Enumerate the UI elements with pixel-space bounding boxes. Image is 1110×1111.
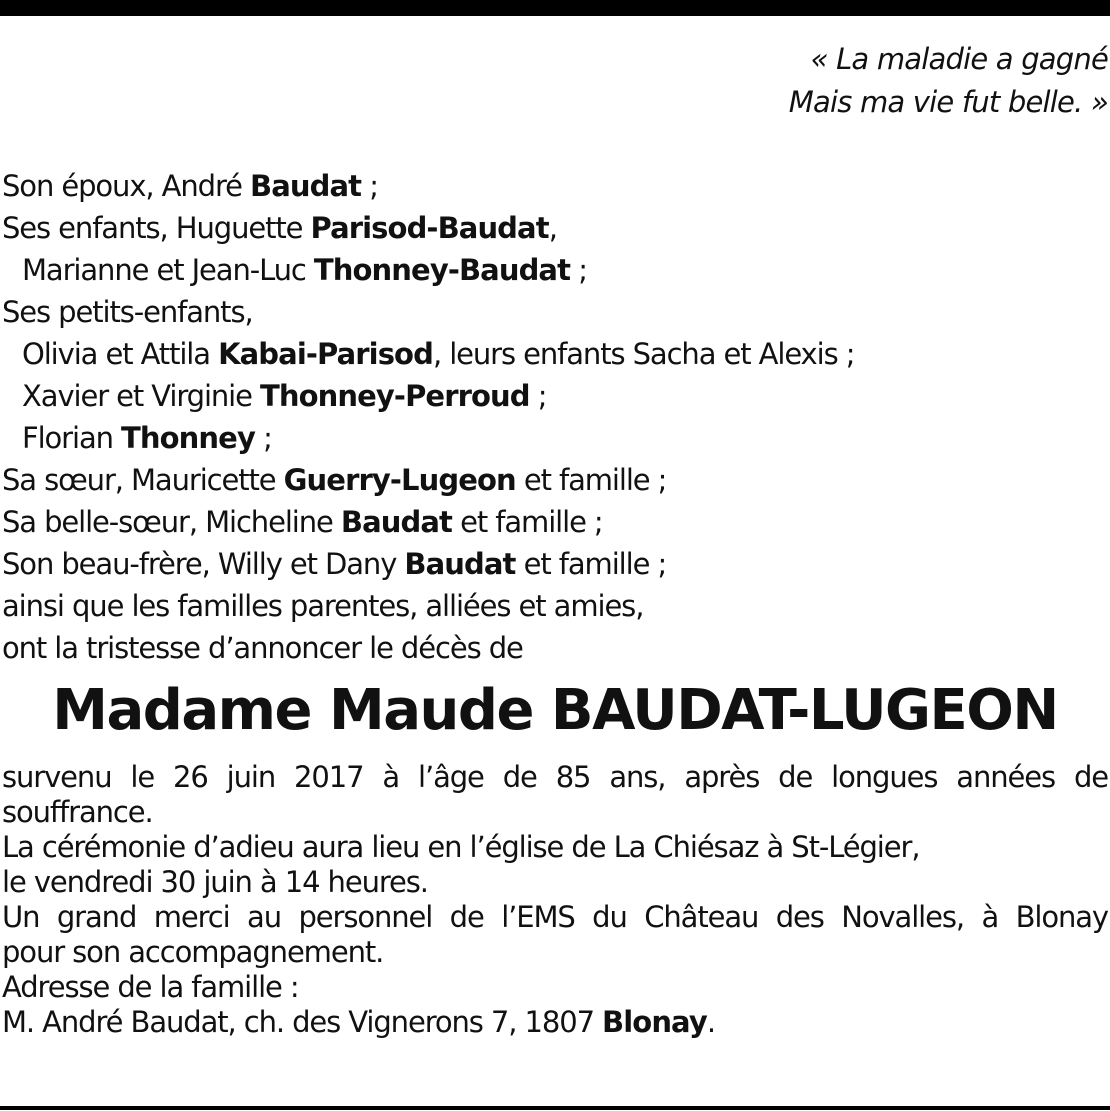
- details-line: souffrance.: [2, 795, 153, 829]
- mourner-line: ainsi que les familles parentes, alliées et amies,: [2, 589, 644, 623]
- family-name: Thonney-Baudat: [313, 253, 571, 287]
- details-line: La cérémonie d’adieu aura lieu en l’église de La Chiésaz à St-Légier,: [2, 830, 920, 864]
- mourner-line: Sa belle-sœur, Micheline Baudat et famille ;: [2, 505, 603, 539]
- details-line: pour son accompagnement.: [2, 935, 384, 969]
- announcement-details: [2, 760, 1108, 1040]
- mourner-line: Ses petits-enfants,: [2, 295, 253, 329]
- bottom-rule: [0, 1106, 1110, 1110]
- mourner-line: ont la tristesse d’annoncer le décès de: [2, 631, 523, 665]
- mourner-line: Marianne et Jean-Luc Thonney-Baudat ;: [22, 253, 587, 287]
- details-line: survenu le 26 juin 2017 à l’âge de 85 ans, après de longues années de: [2, 760, 1108, 794]
- epigraph-quote: [789, 38, 1108, 124]
- mourner-line: Son époux, André Baudat ;: [2, 169, 378, 203]
- details-line: Un grand merci au personnel de l’EMS du Château des Novalles, à Blonay: [2, 900, 1108, 934]
- mourner-line: Olivia et Attila Kabai-Parisod, leurs enfants Sacha et Alexis ;: [22, 337, 855, 371]
- family-name: Baudat: [250, 169, 362, 203]
- deceased-name: Madame Maude BAUDAT-LUGEON: [52, 678, 1058, 743]
- family-address: M. André Baudat, ch. des Vignerons 7, 1807 Blonay.: [2, 1005, 715, 1039]
- family-name: Baudat: [340, 505, 453, 539]
- address-town: Blonay: [602, 1005, 707, 1039]
- mourner-line: Sa sœur, Mauricette Guerry-Lugeon et famille ;: [2, 463, 667, 497]
- mourner-line: Xavier et Virginie Thonney-Perroud ;: [22, 379, 547, 413]
- mourner-line: Son beau-frère, Willy et Dany Baudat et famille ;: [2, 547, 667, 581]
- top-rule: [0, 0, 1110, 16]
- quote-line-1: « La maladie a gagné: [810, 42, 1108, 76]
- quote-line-2: Mais ma vie fut belle. »: [788, 85, 1108, 119]
- family-name: Parisod-Baudat: [310, 211, 549, 245]
- family-name: Baudat: [404, 547, 516, 581]
- details-line: le vendredi 30 juin à 14 heures.: [2, 865, 428, 899]
- family-name: Guerry-Lugeon: [283, 463, 516, 497]
- family-name: Thonney: [121, 421, 255, 455]
- family-name: Thonney-Perroud: [260, 379, 530, 413]
- family-name: Kabai-Parisod: [218, 337, 433, 371]
- mourner-line: Ses enfants, Huguette Parisod-Baudat,: [2, 211, 557, 245]
- mourners-list: [2, 165, 854, 669]
- details-line: Adresse de la famille :: [2, 970, 299, 1004]
- mourner-line: Florian Thonney ;: [22, 421, 272, 455]
